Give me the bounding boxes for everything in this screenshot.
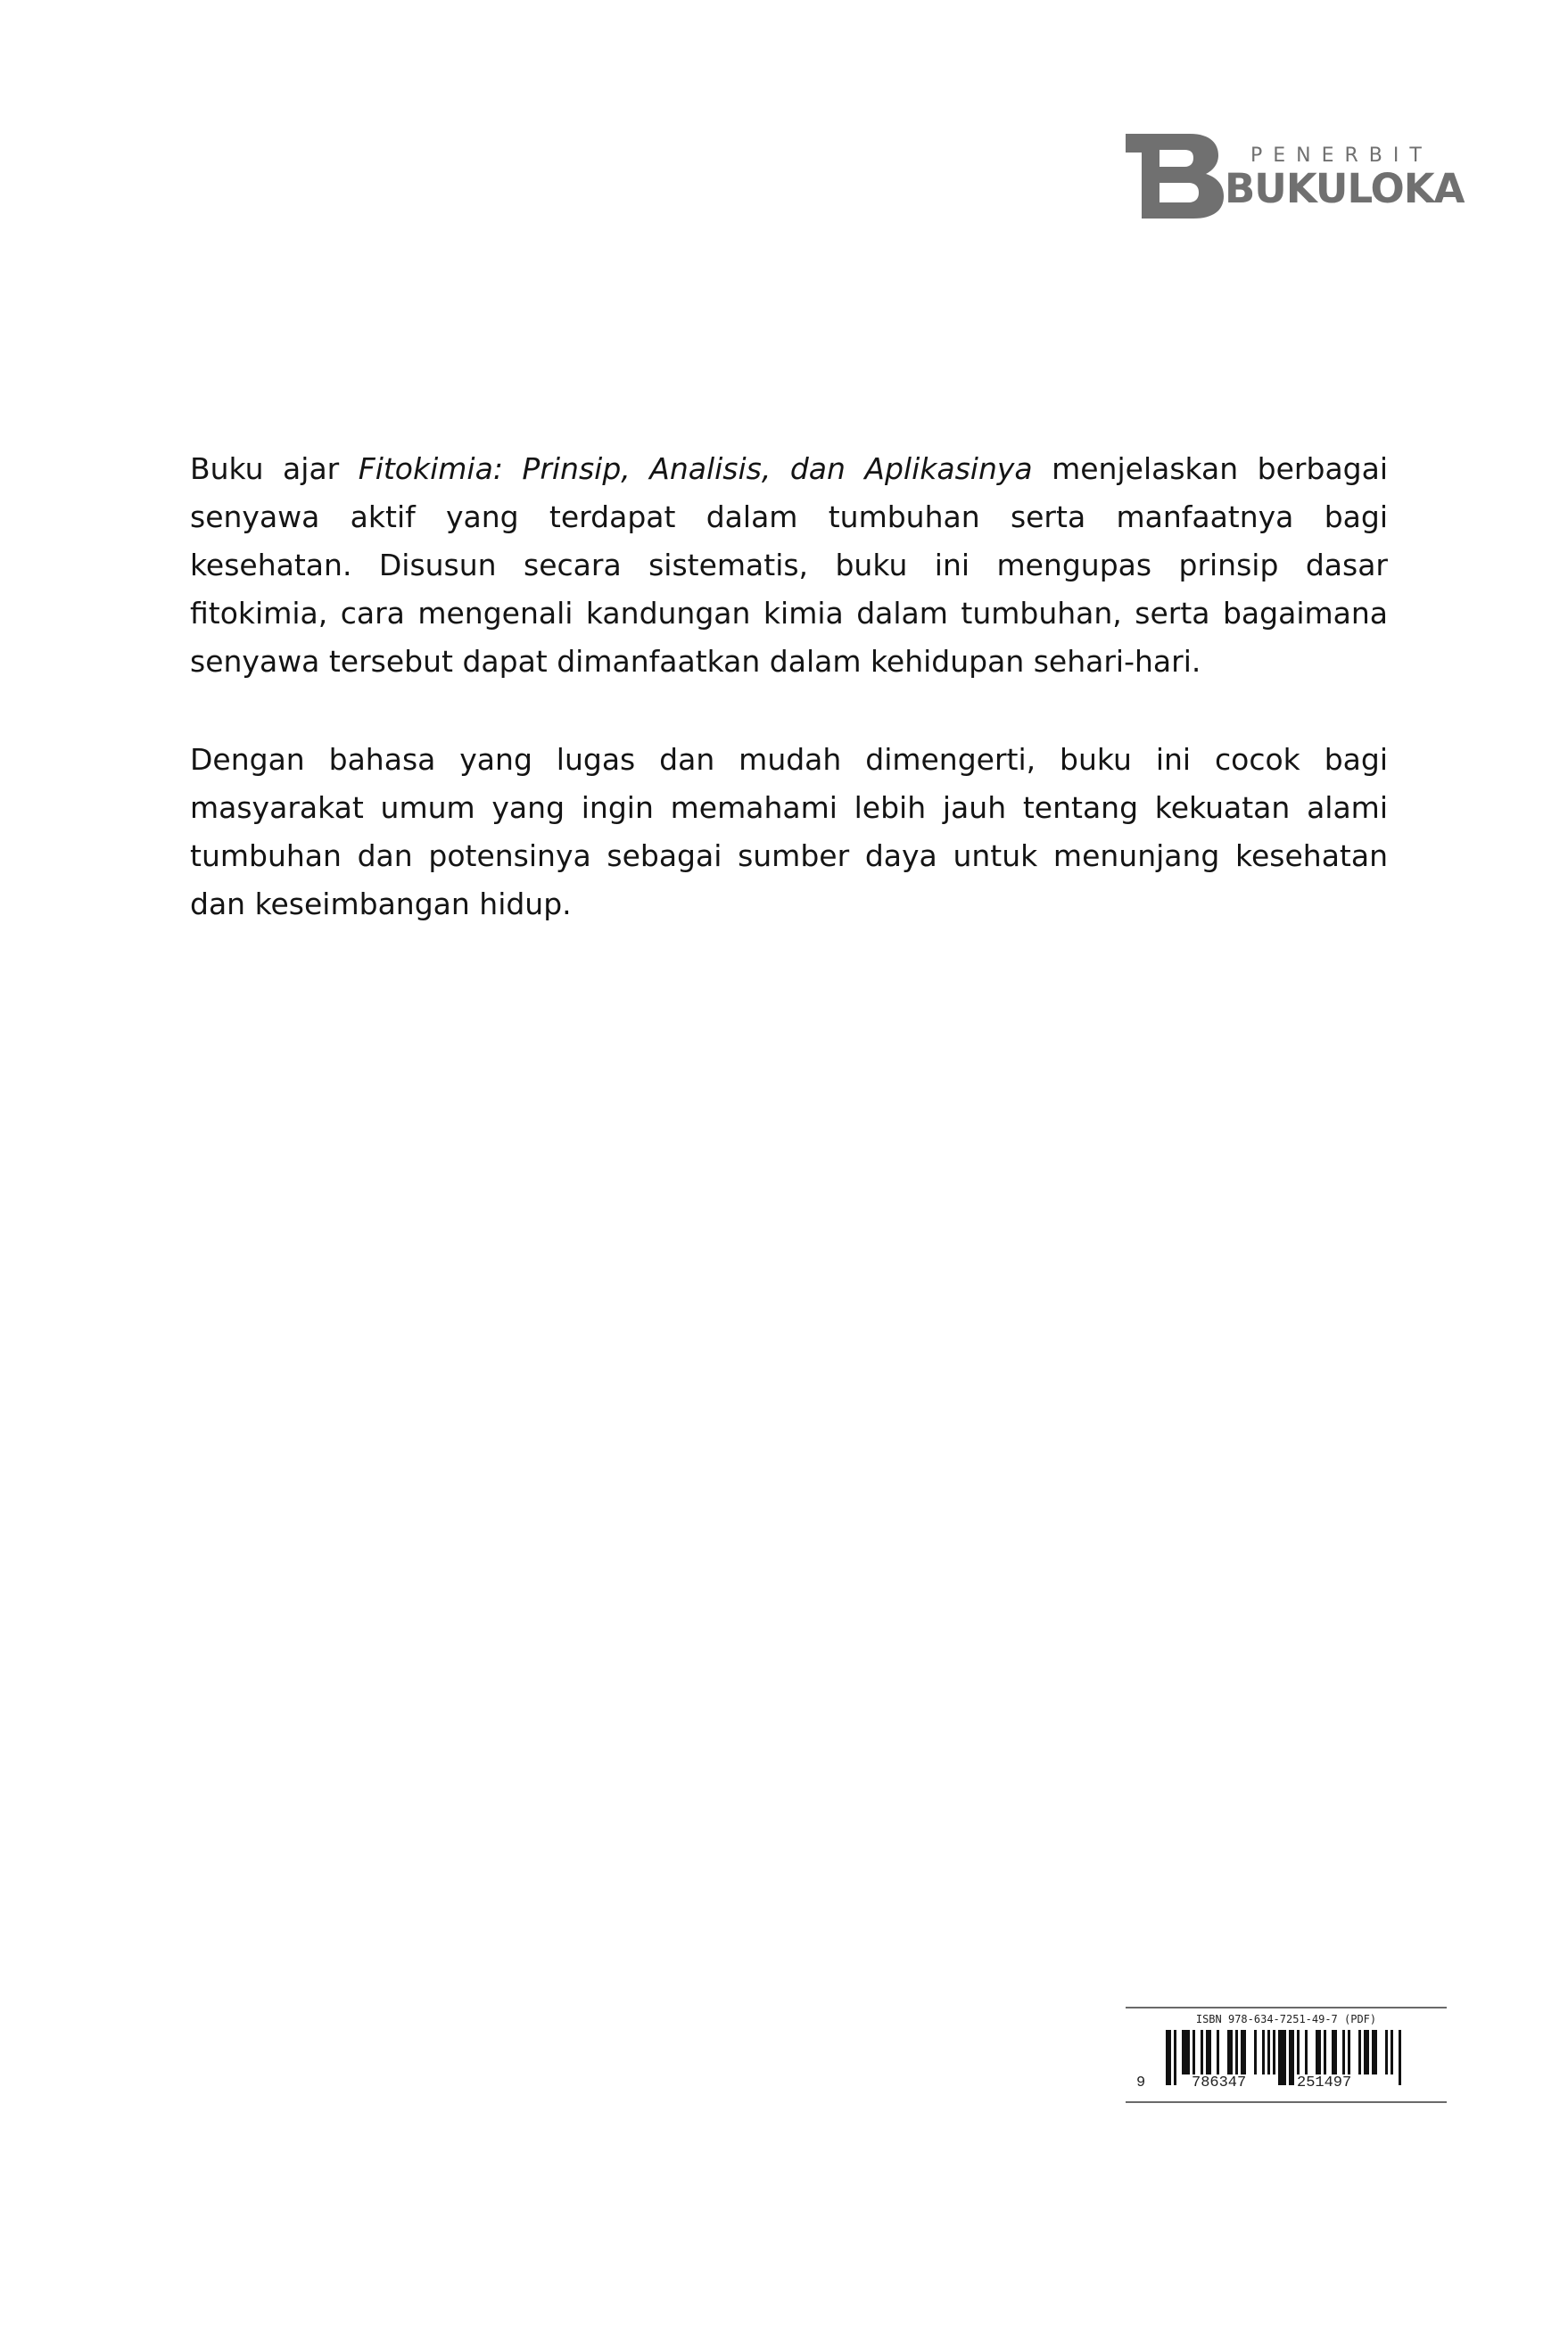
barcode-bar [1206, 2030, 1211, 2074]
barcode-bar [1342, 2030, 1345, 2074]
publisher-label: PENERBIT [1250, 144, 1432, 167]
barcode-bar [1385, 2030, 1388, 2074]
barcode-bar [1174, 2030, 1176, 2085]
publisher-logo [1126, 134, 1465, 219]
book-title: Fitokimia: Prinsip, Analisis, dan Aplikasinya [358, 451, 1033, 486]
barcode-bar [1332, 2030, 1337, 2074]
barcode-bar [1166, 2030, 1171, 2085]
barcode-digit-first: 9 [1136, 2074, 1146, 2091]
isbn-barcode [1126, 2007, 1447, 2105]
barcode-bottom-rule [1126, 2101, 1447, 2103]
barcode-bar [1324, 2030, 1326, 2074]
barcode-top-rule [1126, 2007, 1447, 2008]
barcode-digits-right: 251497 [1297, 2074, 1352, 2091]
description-paragraph-2: Dengan bahasa yang lugas dan mudah dimengerti, buku ini cocok bagi masyarakat umum yang ingin memahami lebih jauh tentang kekuatan alami tumbuhan dan potensinya sebagai sumber daya untuk menunjang kesehatan dan keseimbangan hidup. [190, 742, 1388, 921]
barcode-bar [1254, 2030, 1257, 2074]
barcode-bar [1227, 2030, 1233, 2074]
barcode-bar [1278, 2030, 1286, 2085]
barcode-bar [1297, 2030, 1300, 2074]
barcode-bar [1262, 2030, 1265, 2074]
body-text: menjelaskan berbagai senyawa aktif yang terdapat dalam tumbuhan serta manfaatnya bagi kesehatan. Disusun secara sistematis, buku ini mengupas prinsip dasar fitokimia, cara mengenali kandungan kimia dalam tumbuhan, serta bagaimana senyawa tersebut dapat dimanfaatkan dalam kehidupan sehari-hari. [190, 451, 1389, 679]
barcode-bar [1217, 2030, 1219, 2074]
intro-text: Buku ajar [190, 451, 359, 486]
barcode-bar [1316, 2030, 1321, 2074]
barcode-bar [1348, 2030, 1350, 2074]
barcode-bar [1391, 2030, 1393, 2074]
barcode-bar [1235, 2030, 1238, 2074]
barcode-bar [1193, 2030, 1195, 2074]
barcode-bar [1399, 2030, 1401, 2085]
barcode-bar [1364, 2030, 1369, 2074]
publisher-name: BUKULOKA [1225, 165, 1465, 212]
isbn-label: ISBN 978-634-7251-49-7 (PDF) [1195, 2013, 1377, 2025]
description-paragraph-1 [190, 445, 1388, 686]
barcode-bar [1358, 2030, 1361, 2074]
barcode-bar [1289, 2030, 1294, 2085]
barcode-bar [1241, 2030, 1246, 2074]
barcode-bar [1201, 2030, 1203, 2074]
barcode-digits-left: 786347 [1192, 2074, 1247, 2091]
barcode-bar [1372, 2030, 1377, 2074]
bukuloka-b-logo-icon [1126, 134, 1224, 219]
barcode-bar [1267, 2030, 1270, 2074]
barcode-bar [1305, 2030, 1308, 2074]
barcode-bar [1182, 2030, 1190, 2074]
book-description [190, 445, 1388, 928]
barcode-bar [1273, 2030, 1275, 2074]
